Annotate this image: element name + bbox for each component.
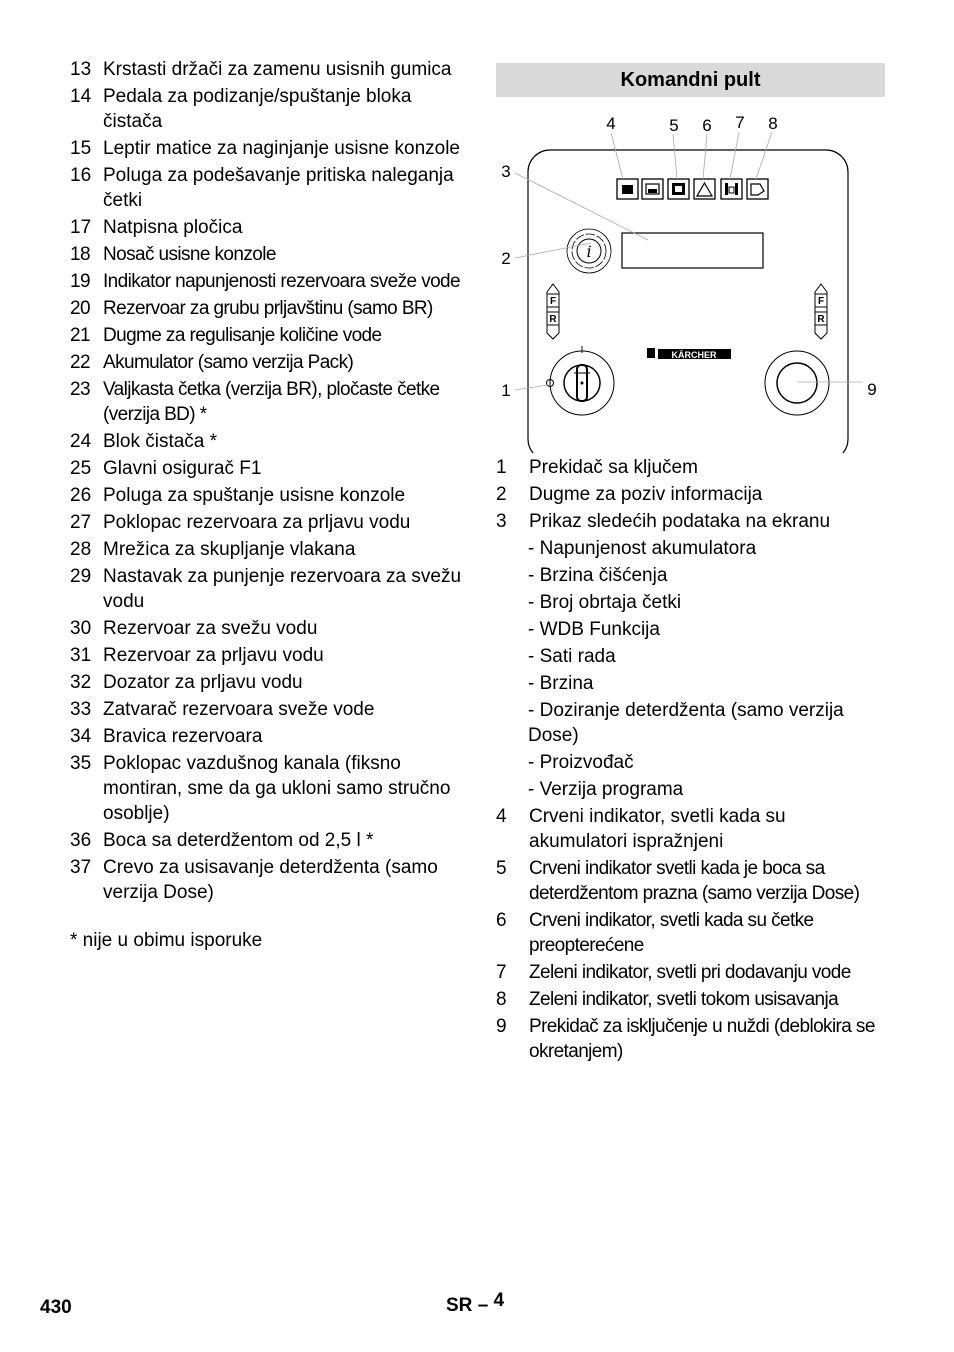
forward-label-right: F <box>817 296 825 307</box>
sub-item: - Verzija programa <box>528 779 684 800</box>
list-item: 28 Mrežica za skupljanje vlakana <box>70 539 356 560</box>
warning-triangle-icon <box>694 179 715 199</box>
list-item: 8 Zeleni indikator, svetli tokom usisavanja <box>496 989 839 1010</box>
list-item: 6 Crveni indikator, svetli kada su četke preopterećene <box>496 910 814 956</box>
dash: – <box>477 1295 489 1316</box>
callout-9: 9 <box>867 380 877 399</box>
display-screen <box>622 233 763 268</box>
list-item: 23 Valjkasta četka (verzija BR), pločaste četke (verzija BD) * <box>70 379 440 425</box>
list-item: 2 Dugme za poziv informacija <box>496 484 763 505</box>
list-item: 27 Poklopac rezervoara za prljavu vodu <box>70 512 411 533</box>
callout-1: 1 <box>501 381 511 400</box>
list-item: 18 Nosač usisne konzole <box>70 244 276 265</box>
callout-7: 7 <box>735 113 745 132</box>
list-item: 15 Leptir matice za naginjanje usisne konzole <box>70 138 460 159</box>
list-item: 20 Rezervoar za grubu prljavštinu (samo BR) <box>70 298 433 319</box>
list-item: 7 Zeleni indikator, svetli pri dodavanju vode <box>496 962 851 983</box>
list-item: 9 Prekidač za isključenje u nuždi (deblokira se okretanjem) <box>496 1016 875 1062</box>
list-item: 14 Pedala za podizanje/spuštanje bloka čistača <box>70 86 412 132</box>
page-number: 430 <box>40 1297 72 1318</box>
brand-logo-text: KÄRCHER <box>671 350 717 360</box>
sub-item: - Napunjenost akumulatora <box>528 538 757 559</box>
list-item: 33 Zatvarač rezervoara sveže vode <box>70 699 375 720</box>
language-page-marker <box>446 1290 505 1317</box>
list-item: 30 Rezervoar za svežu vodu <box>70 618 318 639</box>
indicator-row <box>617 179 768 199</box>
callout-2: 2 <box>501 249 511 268</box>
panel-outline <box>528 150 848 453</box>
brush-overload-indicator-icon <box>668 179 689 199</box>
water-indicator-icon <box>721 179 742 199</box>
detergent-indicator-icon <box>642 179 663 199</box>
sub-item: - Proizvođač <box>528 752 634 773</box>
forward-label-left: F <box>549 296 557 307</box>
list-item: 25 Glavni osigurač F1 <box>70 458 262 479</box>
key-switch-icon <box>547 351 615 415</box>
fr-switch-right-icon <box>815 284 827 339</box>
fr-switch-left-icon <box>547 284 559 339</box>
section-page-number: 4 <box>493 1290 505 1311</box>
list-item: 3 Prikaz sledećih podataka na ekranu <box>496 511 831 532</box>
reverse-label-right: R <box>817 314 825 325</box>
list-item: 21 Dugme za regulisanje količine vode <box>70 325 382 346</box>
callout-8: 8 <box>768 114 778 133</box>
sub-item: - Broj obrtaja četki <box>528 592 682 613</box>
parts-list-left <box>70 57 465 953</box>
callout-4: 4 <box>606 114 616 133</box>
list-item: 17 Natpisna pločica <box>70 217 243 238</box>
list-item: 24 Blok čistača * <box>70 431 218 452</box>
list-item: 4 Crveni indikator, svetli kada su akumulatori ispražnjeni <box>496 806 786 852</box>
sub-item: - Brzina <box>528 673 594 694</box>
section-title: Komandni pult <box>496 63 885 97</box>
list-item: 1 Prekidač sa ključem <box>496 457 698 478</box>
list-item: 32 Dozator za prljavu vodu <box>70 672 303 693</box>
list-item: 31 Rezervoar za prljavu vodu <box>70 645 324 666</box>
list-item: 22 Akumulator (samo verzija Pack) <box>70 352 354 373</box>
list-item: 13 Krstasti držači za zamenu usisnih gumica <box>70 59 452 80</box>
key-on-mark: I <box>580 345 584 356</box>
sub-item: - Brzina čišćenja <box>528 565 668 586</box>
suction-indicator-icon <box>747 179 768 199</box>
reverse-label-left: R <box>549 314 557 325</box>
list-item: 26 Poluga za spuštanje usisne konzole <box>70 485 406 506</box>
sub-item: - WDB Funkcija <box>528 619 660 640</box>
list-item: 37 Crevo za usisavanje deterdženta (samo verzija Dose) <box>70 857 438 903</box>
callout-5: 5 <box>669 116 679 135</box>
language-code: SR <box>446 1295 473 1316</box>
callout-3: 3 <box>501 162 511 181</box>
battery-indicator-icon <box>617 179 638 199</box>
control-panel-section <box>496 63 885 1066</box>
callout-6: 6 <box>702 116 712 135</box>
control-panel-drawing <box>496 105 885 453</box>
sub-item: - Doziranje deterdženta (samo verzija Dose) <box>528 700 844 746</box>
info-symbol: i <box>586 242 592 261</box>
list-item: 34 Bravica rezervoara <box>70 726 263 747</box>
footnote: * nije u obimu isporuke <box>70 930 263 951</box>
control-panel-diagram <box>496 105 885 453</box>
list-item: 5 Crveni indikator svetli kada je boca sa deterdžentom prazna (samo verzija Dose) <box>496 858 860 904</box>
list-item: 19 Indikator napunjenosti rezervoara sveže vode <box>70 271 460 292</box>
emergency-stop-icon <box>765 351 829 415</box>
list-item: 35 Poklopac vazdušnog kanala (fiksno montiran, sme da ga ukloni samo stručno osoblje) <box>70 753 451 824</box>
list-item: 16 Poluga za podešavanje pritiska naleganja četki <box>70 165 454 211</box>
list-item: 36 Boca sa deterdžentom od 2,5 l * <box>70 830 374 851</box>
sub-item: - Sati rada <box>528 646 616 667</box>
list-item: 29 Nastavak za punjenje rezervoara za svežu vodu <box>70 566 462 612</box>
